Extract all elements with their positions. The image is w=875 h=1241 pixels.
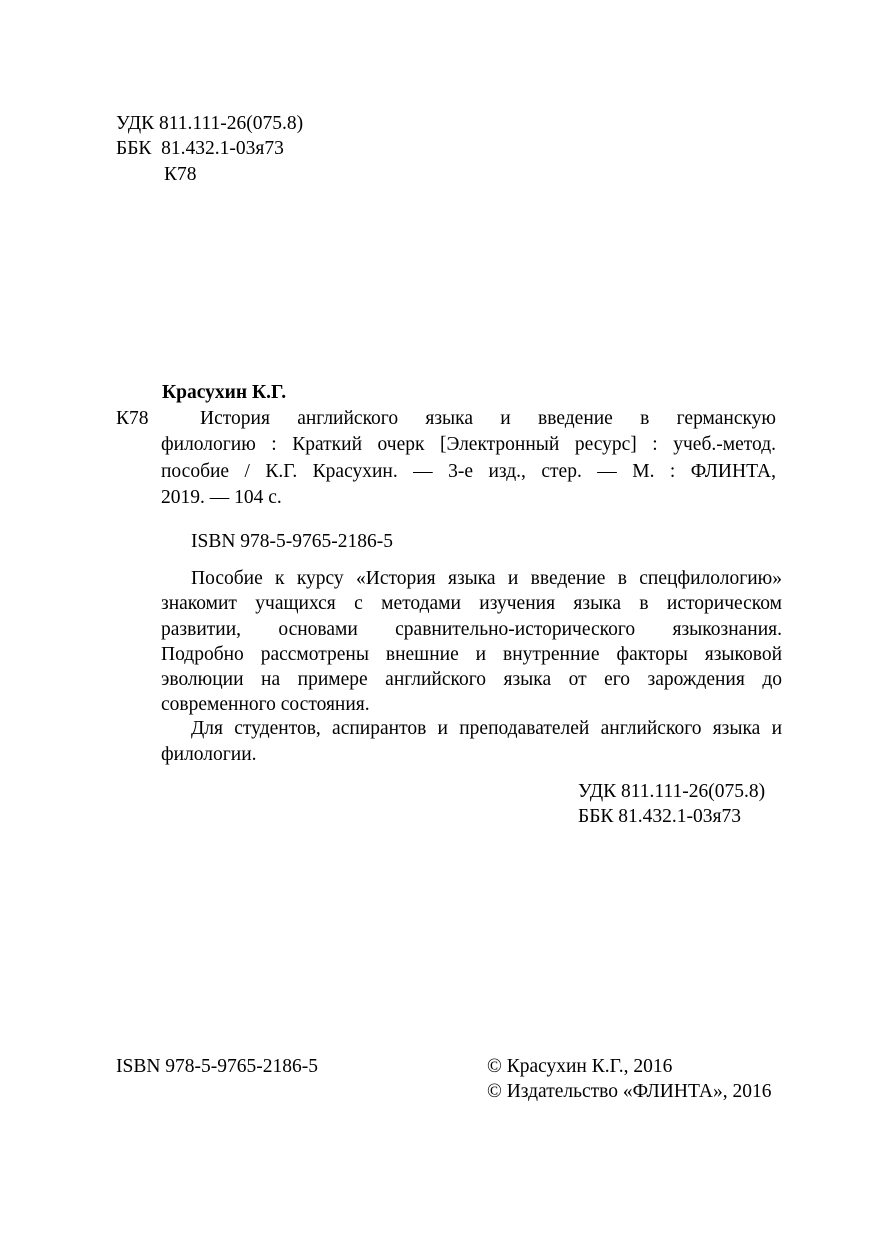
entry-code: К78 — [116, 408, 149, 429]
top-bbk: ББК 81.432.1-03я73 — [116, 138, 284, 159]
classification-bbk: ББК 81.432.1-03я73 — [578, 806, 741, 827]
abstract-line: знакомит учащихся с методами изучения языка в историческом — [161, 593, 782, 614]
abstract-line: Подробно рассмотрены внешние и внутренние факторы языковой — [161, 644, 782, 665]
footer-copyright-author: © Красухин К.Г., 2016 — [487, 1056, 673, 1077]
abstract-line: современного состояния. — [161, 694, 370, 715]
footer-isbn: ISBN 978-5-9765-2186-5 — [116, 1056, 319, 1077]
audience-line: филологии. — [161, 744, 257, 765]
top-author-code: К78 — [164, 164, 197, 185]
footer-copyright-publisher: © Издательство «ФЛИНТА», 2016 — [487, 1081, 772, 1102]
entry-description-line: филологию : Краткий очерк [Электронный ресурс] : учеб.-метод. — [161, 434, 776, 455]
top-udk: УДК 811.111-26(075.8) — [116, 113, 304, 134]
entry-author: Красухин К.Г. — [162, 382, 287, 403]
entry-description-line: История английского языка и введение в германскую — [200, 408, 776, 429]
abstract-line: развитии, основами сравнительно-исторического языкознания. — [161, 619, 782, 640]
entry-description-line: пособие / К.Г. Красухин. — 3-е изд., стер. — М. : ФЛИНТА, — [161, 461, 776, 482]
abstract-line: Пособие к курсу «История языка и введение в спецфилологию» — [191, 568, 782, 589]
classification-udk: УДК 811.111-26(075.8) — [578, 781, 766, 802]
entry-isbn: ISBN 978-5-9765-2186-5 — [191, 531, 394, 552]
abstract-line: эволюции на примере английского языка от его зарождения до — [161, 669, 782, 690]
audience-line: Для студентов, аспирантов и преподавателей английского языка и — [191, 718, 782, 739]
entry-description-line: 2019. — 104 с. — [161, 487, 282, 508]
